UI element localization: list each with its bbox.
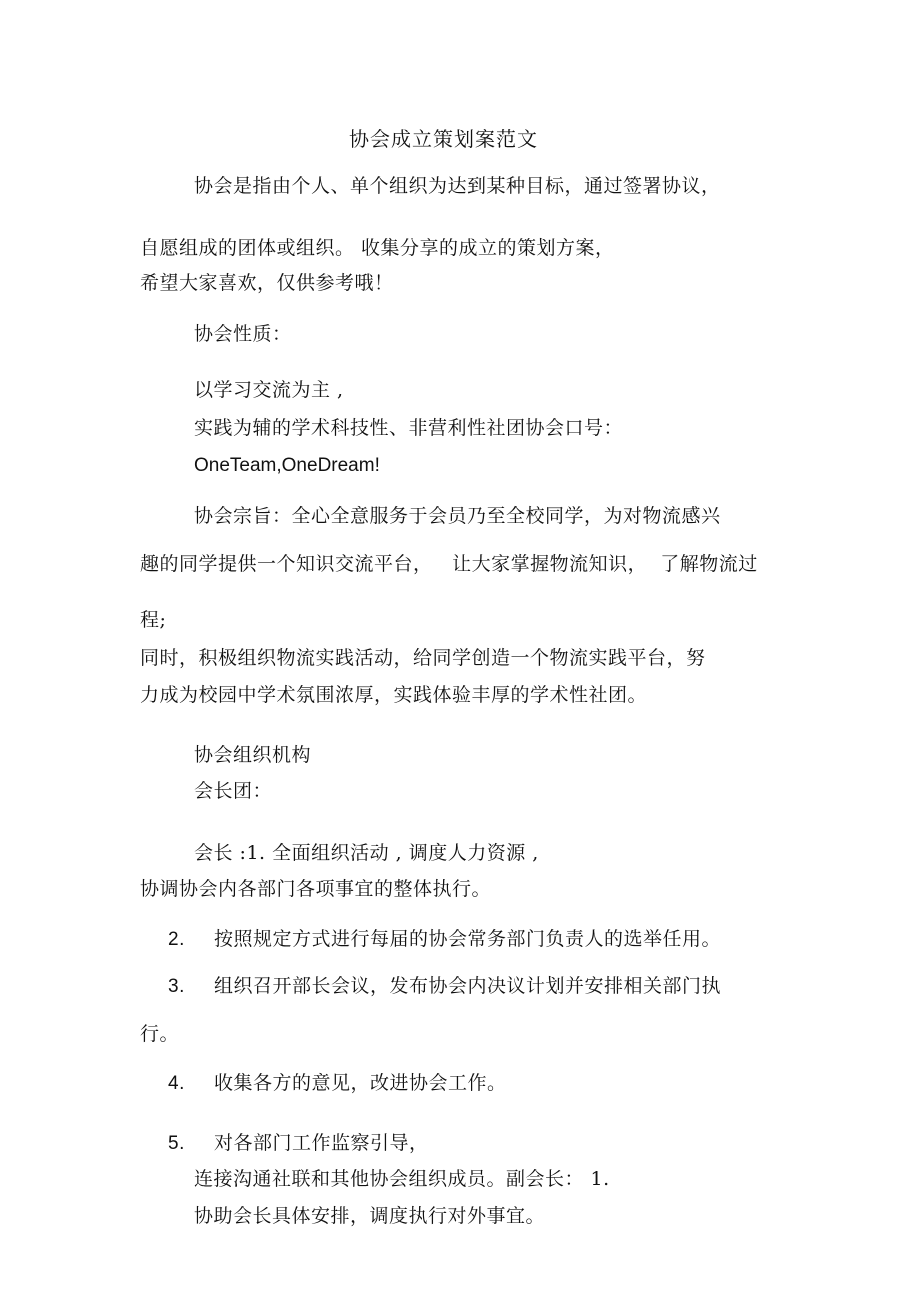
- president-line-2: 协调协会内各部门各项事宜的整体执行。: [140, 878, 492, 900]
- duty-number: 4.: [168, 1073, 185, 1094]
- page-title: 协会成立策划案范文: [349, 127, 538, 151]
- duty-number: 3.: [168, 976, 185, 997]
- org-heading: 协会组织机构: [194, 744, 312, 766]
- duty-item-3: [168, 974, 721, 999]
- intro-line-3: 希望大家喜欢，仅供参考哦！: [140, 272, 394, 294]
- purpose-line-5: 力成为校园中学术氛围浓厚，实践体验丰厚的学术性社团。: [140, 684, 648, 706]
- closing-line-2: 协助会长具体安排，调度执行对外事宜。: [194, 1205, 546, 1227]
- purpose-line-3: 程;: [140, 609, 167, 631]
- duty-text: 组织召开部长会议，发布协会内决议计划并安排相关部门执: [214, 975, 722, 997]
- duty-item-3-continued: 行。: [140, 1023, 180, 1045]
- duty-item-5: [168, 1131, 429, 1156]
- purpose-line-1: 协会宗旨：全心全意服务于会员乃至全校同学，为对物流感兴: [194, 505, 721, 527]
- intro-line-1: 协会是指由个人、单个组织为达到某种目标，通过签署协议，: [194, 175, 721, 197]
- nature-heading: 协会性质：: [194, 323, 292, 345]
- nature-line-1: 以学习交流为主 ,: [194, 379, 344, 401]
- closing-line-1: 连接沟通社联和其他协会组织成员。副会长： 1.: [194, 1168, 610, 1190]
- purpose-line-2: 趣的同学提供一个知识交流平台， 让大家掌握物流知识， 了解物流过: [140, 553, 758, 575]
- duty-text: 对各部门工作监察引导，: [214, 1132, 429, 1154]
- duty-item-4: [168, 1071, 507, 1096]
- presidium-heading: 会长团：: [194, 780, 273, 802]
- nature-line-2: 实践为辅的学术科技性、非营利性社团协会口号：: [194, 417, 624, 439]
- duty-text: 收集各方的意见，改进协会工作。: [214, 1072, 507, 1094]
- duty-text: 按照规定方式进行每届的协会常务部门负责人的选举任用。: [214, 928, 722, 950]
- duty-item-2: [168, 927, 721, 952]
- president-line-1: 会长 :1. 全面组织活动 , 调度人力资源 ,: [194, 842, 539, 864]
- intro-line-2: 自愿组成的团体或组织。 收集分享的成立的策划方案，: [140, 237, 615, 259]
- duty-number: 2.: [168, 929, 185, 950]
- purpose-line-4: 同时，积极组织物流实践活动，给同学创造一个物流实践平台，努: [140, 647, 706, 669]
- slogan: OneTeam,OneDream!: [194, 455, 380, 476]
- duty-number: 5.: [168, 1133, 185, 1154]
